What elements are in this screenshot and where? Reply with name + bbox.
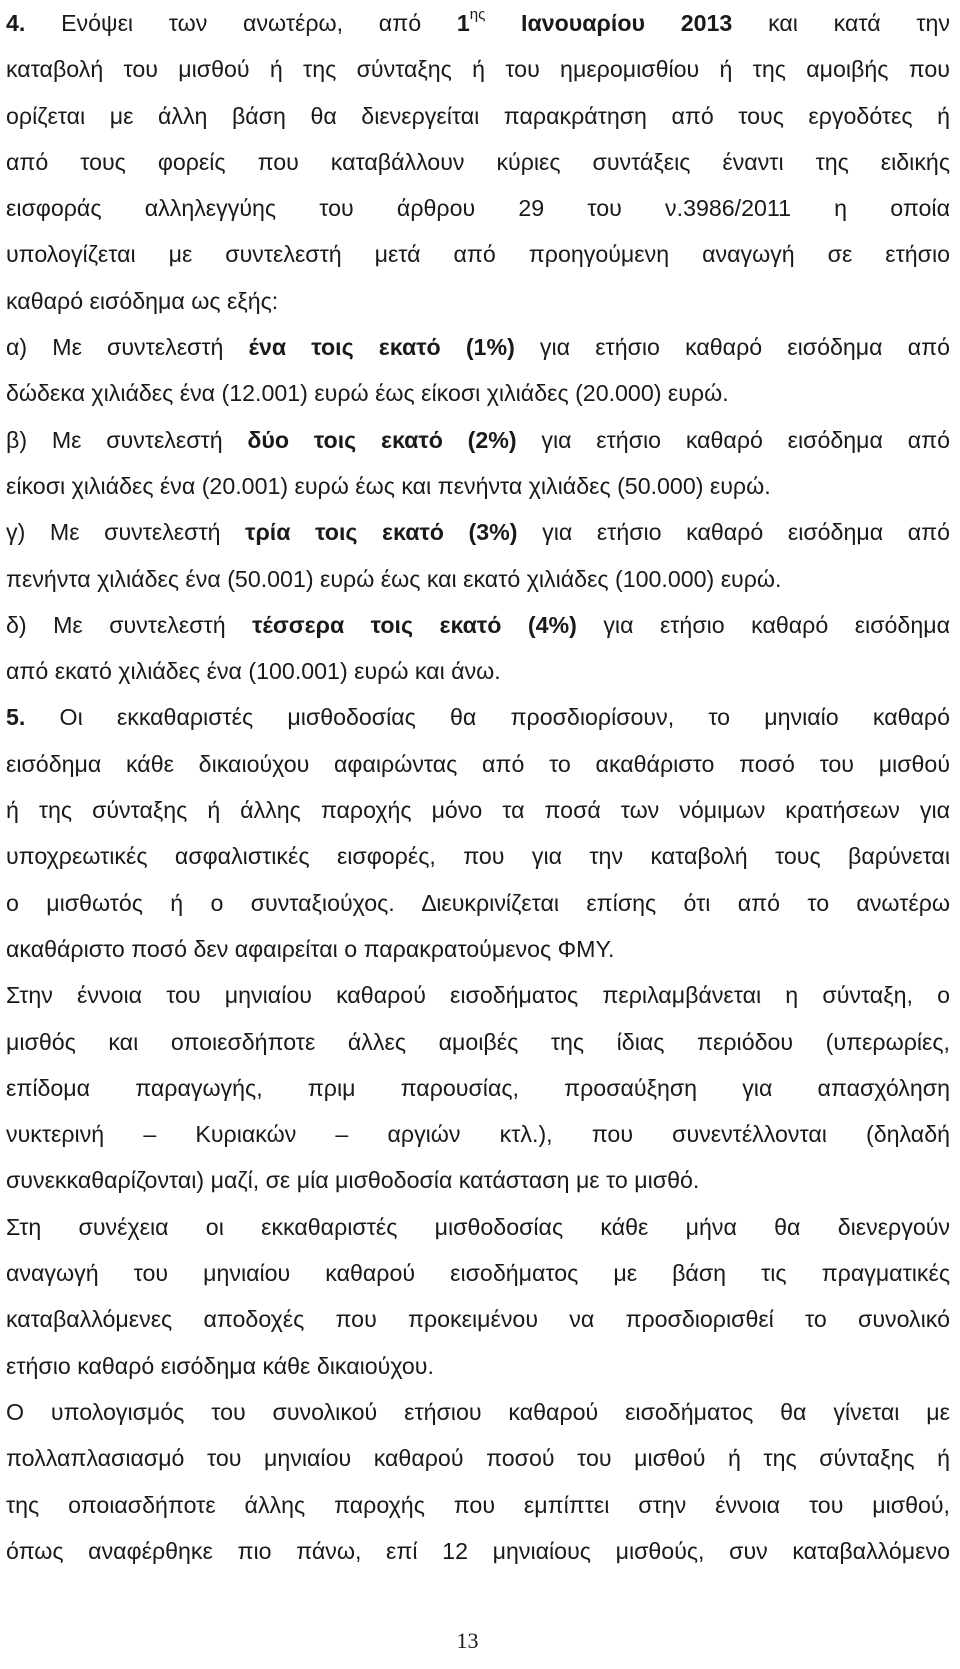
bold-text: τρία τοις εκατό (3%)	[245, 519, 518, 546]
text-run: ετήσιο καθαρό εισόδημα κάθε δικαιούχου.	[6, 1352, 434, 1379]
text-run: γ) Με συντελεστή	[6, 519, 246, 546]
text-run: πενήντα χιλιάδες ένα (50.001) ευρώ έως και εκατό χιλιάδες (100.000) ευρώ.	[6, 565, 782, 592]
text-run: της οποιασδήποτε άλλης παροχής που εμπίπτει στην έννοια του μισθού,	[6, 1491, 950, 1518]
text-run: Στην έννοια του μηνιαίου καθαρού εισοδήματος περιλαμβάνεται η σύνταξη, ο	[6, 982, 950, 1009]
text-line	[6, 509, 950, 555]
text-run: για ετήσιο καθαρό εισόδημα από	[514, 334, 950, 361]
text-line	[6, 741, 950, 787]
text-line	[6, 1435, 950, 1481]
text-line	[6, 880, 950, 926]
text-line	[6, 1157, 950, 1203]
text-run: ή της σύνταξης ή άλλης παροχής μόνο τα ποσά των νόμιμων κρατήσεων για	[6, 797, 950, 824]
text-line	[6, 1065, 950, 1111]
text-line	[6, 648, 950, 694]
text-run: Οι εκκαθαριστές μισθοδοσίας θα προσδιορίσουν, το μηνιαίο καθαρό	[25, 704, 950, 731]
text-run: δ) Με συντελεστή	[6, 611, 253, 638]
text-line	[6, 0, 950, 46]
text-run: για ετήσιο καθαρό εισόδημα	[576, 611, 950, 638]
text-run: εισόδημα κάθε δικαιούχου αφαιρώντας από το ακαθάριστο ποσό του μισθού	[6, 750, 950, 777]
superscript-text: ης	[469, 6, 486, 24]
text-run: επίδομα παραγωγής, πριμ παρουσίας, προσαύξηση για απασχόληση	[6, 1074, 950, 1101]
text-line	[6, 602, 950, 648]
text-line	[6, 370, 950, 416]
text-line	[6, 1389, 950, 1435]
text-line	[6, 1528, 950, 1574]
text-line	[6, 278, 950, 324]
body-text	[6, 0, 950, 1574]
text-line	[6, 1019, 950, 1065]
bold-text: ένα τοις εκατό (1%)	[248, 334, 515, 361]
text-run: καταβαλλόμενες αποδοχές που προκειμένου να προσδιορισθεί το συνολικό	[6, 1306, 950, 1333]
text-run: είκοσι χιλιάδες ένα (20.001) ευρώ έως και πενήντα χιλιάδες (50.000) ευρώ.	[6, 472, 771, 499]
bold-text: 1	[456, 10, 470, 36]
bold-text: 4.	[6, 10, 26, 36]
text-line	[6, 1296, 950, 1342]
text-run: και κατά την	[732, 10, 950, 36]
text-run: νυκτερινή – Κυριακών – αργιών κτλ.), που συνεντέλλονται (δηλαδή	[6, 1121, 950, 1148]
text-line	[6, 1111, 950, 1157]
text-line	[6, 972, 950, 1018]
text-run: υπολογίζεται με συντελεστή μετά από προηγούμενη αναγωγή σε ετήσιο	[6, 241, 950, 268]
text-line	[6, 1204, 950, 1250]
text-run: α) Με συντελεστή	[6, 334, 249, 361]
text-run: καθαρό εισόδημα ως εξής:	[6, 287, 279, 314]
text-line	[6, 926, 950, 972]
bold-text: Ιανουαρίου 2013	[485, 10, 733, 36]
text-run: από τους φορείς που καταβάλλουν κύριες συντάξεις έναντι της ειδικής	[6, 148, 950, 175]
text-run: ο μισθωτός ή ο συνταξιούχος. ∆ιευκρινίζεται επίσης ότι από το ανωτέρω	[6, 889, 950, 916]
text-run: Στη συνέχεια οι εκκαθαριστές μισθοδοσίας κάθε μήνα θα διενεργούν	[6, 1213, 950, 1240]
text-run: αναγωγή του μηνιαίου καθαρού εισοδήματος με βάση τις πραγματικές	[6, 1260, 950, 1287]
text-line	[6, 93, 950, 139]
text-run: ακαθάριστο ποσό δεν αφαιρείται ο παρακρατούμενος ΦΜΥ.	[6, 935, 615, 962]
text-run: καταβολή του μισθού ή της σύνταξης ή του ημερομισθίου ή της αμοιβής που	[6, 56, 950, 83]
text-run: όπως αναφέρθηκε πιο πάνω, επί 12 μηνιαίους μισθούς, συν καταβαλλόμενο	[6, 1537, 950, 1564]
text-line	[6, 694, 950, 740]
text-line	[6, 417, 950, 463]
text-run: Ο υπολογισμός του συνολικού ετήσιου καθαρού εισοδήματος θα γίνεται με	[6, 1398, 950, 1425]
text-line	[6, 1482, 950, 1528]
text-line	[6, 324, 950, 370]
text-run: πολλαπλασιασμό του μηνιαίου καθαρού ποσού του μισθού ή της σύνταξης ή	[6, 1445, 950, 1472]
text-line	[6, 139, 950, 185]
text-run: εισφοράς αλληλεγγύης του άρθρου 29 του ν.3986/2011 η οποία	[6, 195, 950, 222]
text-line	[6, 556, 950, 602]
bold-text: δύο τοις εκατό (2%)	[247, 426, 517, 453]
text-run: συνεκκαθαρίζονται) μαζί, σε μία μισθοδοσία κατάσταση με το μισθό.	[6, 1167, 700, 1194]
text-line	[6, 231, 950, 277]
text-line	[6, 833, 950, 879]
text-run: από εκατό χιλιάδες ένα (100.001) ευρώ και άνω.	[6, 658, 501, 685]
text-run: για ετήσιο καθαρό εισόδημα από	[517, 519, 950, 546]
text-line	[6, 46, 950, 92]
text-run: μισθός και οποιεσδήποτε άλλες αμοιβές της ίδιας περιόδου (υπερωρίες,	[6, 1028, 950, 1055]
text-line	[6, 1250, 950, 1296]
text-line	[6, 787, 950, 833]
bold-text: τέσσερα τοις εκατό (4%)	[252, 611, 577, 638]
text-run: υποχρεωτικές ασφαλιστικές εισφορές, που για την καταβολή τους βαρύνεται	[6, 843, 950, 870]
bold-text: 5.	[6, 704, 26, 731]
text-run: για ετήσιο καθαρό εισόδημα από	[516, 426, 951, 453]
text-run: ορίζεται με άλλη βάση θα διενεργείται παρακράτηση από τους εργοδότες ή	[6, 102, 950, 129]
text-line	[6, 463, 950, 509]
text-run: Ενόψει των ανωτέρω, από	[25, 10, 457, 36]
page-number: 13	[456, 1628, 479, 1653]
text-run: δώδεκα χιλιάδες ένα (12.001) ευρώ έως είκοσι χιλιάδες (20.000) ευρώ.	[6, 380, 729, 407]
text-line	[6, 1343, 950, 1389]
text-run: β) Με συντελεστή	[6, 426, 248, 453]
text-line	[6, 185, 950, 231]
